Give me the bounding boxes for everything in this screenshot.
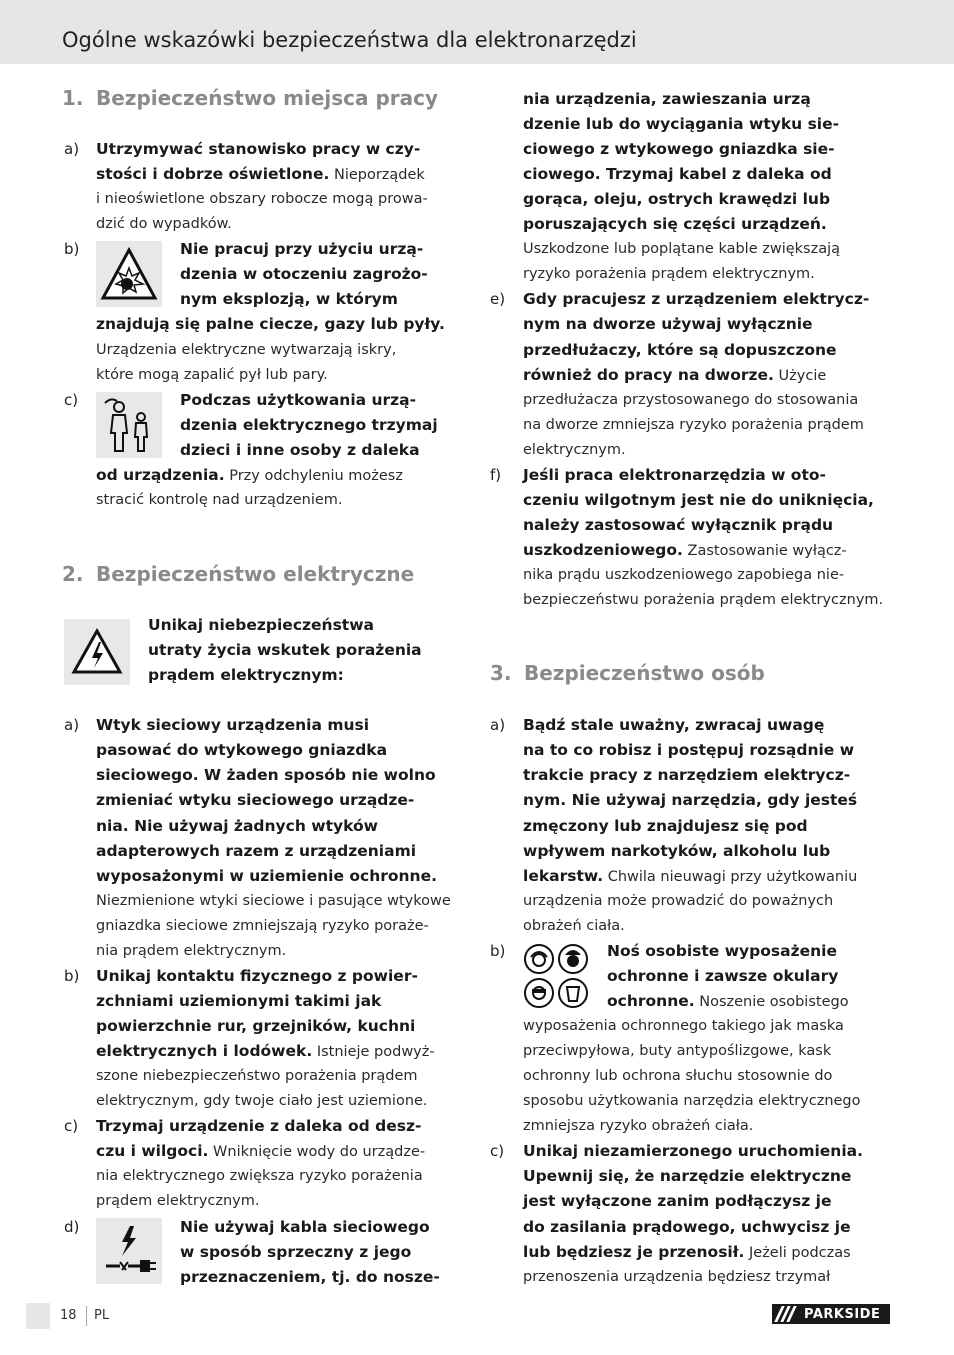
text-line: zmieniać wtyku sieciowego urządze-	[96, 791, 415, 809]
text-line: Jeśli praca elektronarzędzia w oto-	[523, 466, 826, 484]
item-label: b)	[64, 967, 80, 985]
damaged-cable-icon	[96, 1218, 162, 1284]
text-line: Utrzymywać stanowisko pracy w czy-	[96, 140, 421, 158]
text-line: wyposażonymi w uziemienie ochronne.	[96, 867, 437, 885]
text-line: ochronne i zawsze okulary	[607, 967, 839, 985]
text-line: ciowego. Trzymaj kabel z daleka od	[523, 165, 832, 183]
text-line: powierzchnie rur, grzejników, kuchni	[96, 1017, 416, 1035]
text-line: stości i dobrze oświetlone. Nieporządek	[96, 165, 425, 183]
text-line: ochronny lub ochrona słuchu stosownie do	[523, 1068, 833, 1084]
text-line: dzić do wypadków.	[96, 216, 232, 232]
text-line: przedłużacza przystosowanego do stosowania	[523, 392, 859, 408]
text-line: utraty życia wskutek porażenia	[148, 641, 422, 659]
text-line: wpływem narkotyków, alkoholu lub	[523, 842, 831, 860]
text-line: elektrycznym.	[523, 442, 626, 458]
text-line: lub będziesz je przenosił. Jeżeli podczas	[523, 1243, 851, 1261]
text-line: ochronne. Noszenie osobistego	[607, 992, 849, 1010]
section-3-title: 3. Bezpieczeństwo osób	[490, 661, 765, 685]
text-line: dzenia w otoczeniu zagrożo-	[180, 265, 428, 283]
text-line: sposobu użytkowania narzędzia elektrycznego	[523, 1093, 861, 1109]
item-label: b)	[490, 942, 506, 960]
text-line: Unikaj niezamierzonego uruchomienia.	[523, 1142, 863, 1160]
text-line: sieciowego. W żaden sposób nie wolno	[96, 766, 436, 784]
text-line: Nie pracuj przy użyciu urzą-	[180, 240, 424, 258]
item-label: b)	[64, 240, 80, 258]
item-label: d)	[64, 1218, 80, 1236]
text-line: obrażeń ciała.	[523, 918, 625, 934]
text-line: Unikaj kontaktu fizycznego z powier-	[96, 967, 418, 985]
protective-equipment-icon	[523, 943, 589, 1009]
text-line: stracić kontrolę nad urządzeniem.	[96, 492, 343, 508]
text-line: prądem elektrycznym.	[96, 1193, 260, 1209]
text-line: Upewnij się, że narzędzie elektryczne	[523, 1167, 852, 1185]
text-line: urządzenia może prowadzić do poważnych	[523, 893, 834, 909]
text-line: nia urządzenia, zawieszania urzą	[523, 90, 811, 108]
text-line: Niezmienione wtyki sieciowe i pasujące wtykowe	[96, 893, 451, 909]
text-line: elektrycznych i lodówek. Istnieje podwyż-	[96, 1042, 435, 1060]
electric-shock-warning-icon	[64, 619, 130, 685]
explosion-warning-icon	[96, 241, 162, 307]
text-line: jest wyłączone zanim podłączysz je	[523, 1192, 832, 1210]
text-line: Nie używaj kabla sieciowego	[180, 1218, 430, 1236]
text-line: i nieoświetlone obszary robocze mogą prowa-	[96, 191, 428, 207]
text-line: gniazdka sieciowe zmniejszają ryzyko poraże-	[96, 918, 429, 934]
text-line: na dworze zmniejsza ryzyko porażenia prądem	[523, 417, 864, 433]
text-line: czu i wilgoci. Wniknięcie wody do urządze-	[96, 1142, 426, 1160]
item-label: c)	[490, 1142, 505, 1160]
text-line: przedłużaczy, które są dopuszczone	[523, 341, 837, 359]
brand-stripes-icon	[772, 1304, 802, 1324]
footer-marker	[26, 1303, 50, 1329]
footer-divider	[86, 1306, 87, 1326]
text-line: adapterowych razem z urządzeniami	[96, 842, 417, 860]
language-code: PL	[94, 1308, 110, 1323]
text-line: dzieci i inne osoby z daleka	[180, 441, 420, 459]
text-line: przeciwpyłowa, buty antypoślizgowe, kask	[523, 1043, 832, 1059]
text-line: przenoszenia urządzenia będziesz trzymał	[523, 1269, 831, 1285]
page-number: 18	[60, 1308, 77, 1323]
text-line: które mogą zapalić pył lub pary.	[96, 367, 328, 383]
text-line: do zasilania prądowego, uchwycisz je	[523, 1218, 851, 1236]
text-line: Trzymaj urządzenie z daleka od desz-	[96, 1117, 422, 1135]
text-line: należy zastosować wyłącznik prądu	[523, 516, 834, 534]
item-label: a)	[490, 716, 506, 734]
text-line: dzenia elektrycznego trzymaj	[180, 416, 438, 434]
brand-logo	[772, 1304, 890, 1324]
text-line: gorąca, oleju, ostrych krawędzi lub	[523, 190, 831, 208]
text-line: nym. Nie używaj narzędzia, gdy jesteś	[523, 791, 858, 809]
item-label: e)	[490, 290, 506, 308]
text-line: Bądź stale uważny, zwracaj uwagę	[523, 716, 825, 734]
text-line: ciowego z wtykowego gniazdka sie-	[523, 140, 835, 158]
text-line: od urządzenia. Przy odchyleniu możesz	[96, 466, 403, 484]
text-line: dzenie lub do wyciągania wtyku sie-	[523, 115, 840, 133]
text-line: na to co robisz i postępuj rozsądnie w	[523, 741, 855, 759]
text-line: Podczas użytkowania urzą-	[180, 391, 417, 409]
text-line: zmęczony lub znajdujesz się pod	[523, 817, 808, 835]
text-line: zmniejsza ryzyko obrażeń ciała.	[523, 1118, 754, 1134]
text-line: czeniu wilgotnym jest nie do uniknięcia,	[523, 491, 874, 509]
text-line: lekarstw. Chwila nieuwagi przy użytkowaniu	[523, 867, 858, 885]
text-line: nym na dworze używaj wyłącznie	[523, 315, 813, 333]
text-line: Wtyk sieciowy urządzenia musi	[96, 716, 370, 734]
text-line: elektrycznym, gdy twoje ciało jest uziemione.	[96, 1093, 428, 1109]
item-label: f)	[490, 466, 502, 484]
text-line: znajdują się palne ciecze, gazy lub pyły.	[96, 315, 445, 333]
text-line: Uszkodzone lub poplątane kable zwiększają	[523, 241, 841, 257]
item-label: c)	[64, 1117, 79, 1135]
text-line: uszkodzeniowego. Zastosowanie wyłącz-	[523, 541, 847, 559]
section-1-title: 1. Bezpieczeństwo miejsca pracy	[62, 86, 439, 110]
text-line: pasować do wtykowego gniazdka	[96, 741, 388, 759]
text-line: również do pracy na dworze. Użycie	[523, 366, 827, 384]
item-label: c)	[64, 391, 79, 409]
text-line: Noś osobiste wyposażenie	[607, 942, 837, 960]
text-line: Urządzenia elektryczne wytwarzają iskry,	[96, 342, 397, 358]
text-line: prądem elektrycznym:	[148, 666, 344, 684]
text-line: nym eksplozją, w którym	[180, 290, 398, 308]
text-line: zchniami uziemionymi takimi jak	[96, 992, 382, 1010]
text-line: Gdy pracujesz z urządzeniem elektrycz-	[523, 290, 870, 308]
text-line: nia. Nie używaj żadnych wtyków	[96, 817, 378, 835]
text-line: przeznaczeniem, tj. do nosze-	[180, 1268, 440, 1286]
text-line: szone niebezpieczeństwo porażenia prądem	[96, 1068, 418, 1084]
page-title: Ogólne wskazówki bezpieczeństwa dla elektronarzędzi	[62, 28, 637, 52]
text-line: wyposażenia ochronnego takiego jak maska	[523, 1018, 844, 1034]
brand-name: PARKSIDE	[804, 1306, 881, 1322]
text-line: nia elektrycznego zwiększa ryzyko porażenia	[96, 1168, 423, 1184]
text-line: trakcie pracy z narzędziem elektrycz-	[523, 766, 851, 784]
item-label: a)	[64, 140, 80, 158]
text-line: bezpieczeństwu porażenia prądem elektrycznym.	[523, 592, 884, 608]
page-header	[0, 0, 954, 64]
item-label: a)	[64, 716, 80, 734]
section-2-title: 2. Bezpieczeństwo elektryczne	[62, 562, 415, 586]
text-line: ryzyko porażenia prądem elektrycznym.	[523, 266, 815, 282]
text-line: Unikaj niebezpieczeństwa	[148, 616, 374, 634]
text-line: w sposób sprzeczny z jego	[180, 1243, 412, 1261]
text-line: poruszających się części urządzeń.	[523, 215, 827, 233]
keep-children-away-icon	[96, 392, 162, 458]
text-line: nia prądem elektrycznym.	[96, 943, 287, 959]
text-line: nika prądu uszkodzeniowego zapobiega nie-	[523, 567, 845, 583]
